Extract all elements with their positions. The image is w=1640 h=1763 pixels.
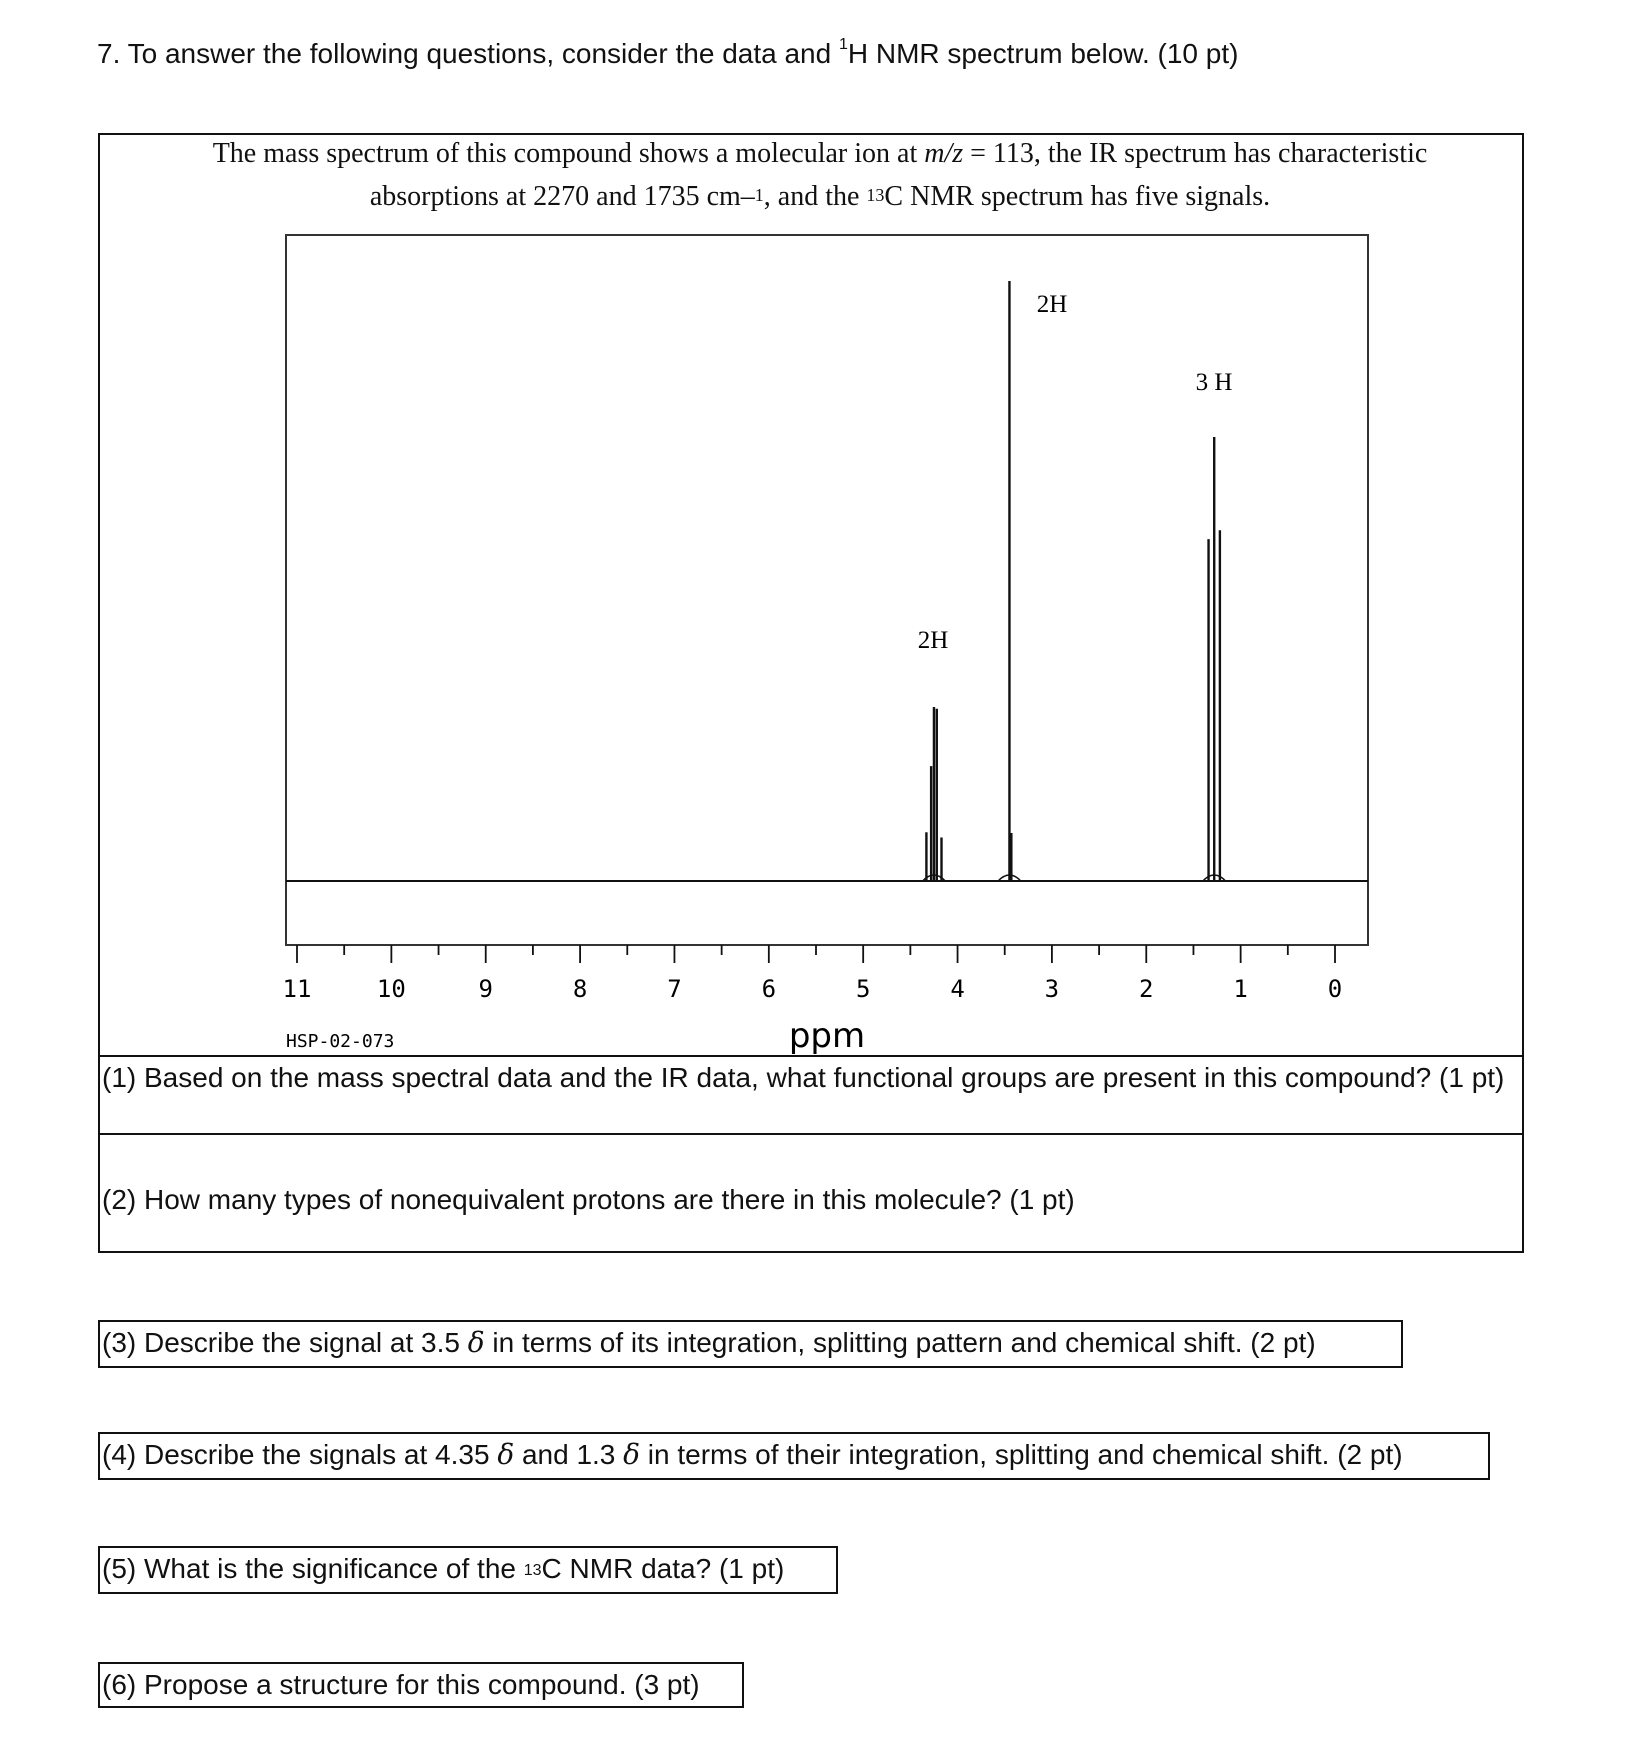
- delta-symbol: δ: [467, 1326, 485, 1359]
- question-4-text: and 1.3: [514, 1439, 624, 1470]
- x-tick-label: 6: [761, 975, 777, 1003]
- x-tick-label: 8: [572, 975, 588, 1003]
- question-4-text: in terms of their integration, splitting and chemical shift. (2 pt): [640, 1439, 1403, 1470]
- x-tick-label: 5: [855, 975, 871, 1003]
- x-tick-label: 10: [376, 975, 406, 1003]
- peak-singlet: [998, 281, 1021, 881]
- plot-frame: [286, 235, 1368, 945]
- question-6: [98, 1662, 744, 1708]
- question-3: [98, 1320, 1403, 1368]
- question-5-superscript: 13: [523, 1562, 542, 1579]
- integration-label-triplet: 3 H: [1195, 369, 1233, 396]
- title-superscript: 1: [838, 35, 848, 53]
- mz-symbol: m/z: [924, 138, 964, 169]
- x-tick-label: 1: [1233, 975, 1248, 1003]
- question-4-text: (4) Describe the signals at 4.35: [102, 1439, 498, 1470]
- x-tick-label: 0: [1327, 975, 1343, 1003]
- delta-symbol: δ: [623, 1438, 641, 1471]
- x-tick-label: 9: [478, 975, 493, 1003]
- intro-text: = 113, the IR spectrum has characteristic: [963, 138, 1428, 169]
- x-tick-label: 7: [667, 975, 682, 1003]
- question-3-text: in terms of its integration, splitting pattern and chemical shift. (2 pt): [484, 1327, 1316, 1358]
- title-text-b: H NMR spectrum below. (10 pt): [847, 38, 1239, 69]
- x-axis-label: ppm: [788, 1016, 866, 1056]
- x-tick-label: 4: [950, 975, 965, 1003]
- delta-symbol: δ: [497, 1438, 515, 1471]
- x-tick-label: 2: [1139, 975, 1154, 1003]
- peak-triplet: [1203, 437, 1226, 881]
- intro-text: C NMR spectrum has five signals.: [884, 181, 1271, 212]
- x-tick-label: 11: [282, 975, 312, 1003]
- question-6-text: (6) Propose a structure for this compound. (3 pt): [102, 1669, 700, 1700]
- question-5-text: C NMR data? (1 pt): [541, 1553, 785, 1584]
- spectrum-code: HSP-02-073: [286, 1031, 395, 1052]
- peak-quartet: [923, 707, 946, 881]
- question-3-text: (3) Describe the signal at 3.5: [102, 1327, 468, 1358]
- integration-label-singlet: 2H: [1036, 291, 1068, 318]
- question-1-text: (1) Based on the mass spectral data and the IR data, what functional groups are present in this compound? (1 pt): [102, 1062, 1505, 1093]
- x-tick-label: 3: [1044, 975, 1060, 1003]
- question-2-text: (2) How many types of nonequivalent protons are there in this molecule? (1 pt): [102, 1184, 1075, 1215]
- question-1: [98, 1055, 1524, 1135]
- question-4: [98, 1432, 1490, 1480]
- question-2: [98, 1133, 1524, 1253]
- question-5-text: (5) What is the significance of the: [102, 1553, 524, 1584]
- intro-superscript: 1: [754, 185, 764, 205]
- intro-superscript: 13: [866, 185, 885, 205]
- peaks-group: [923, 281, 1226, 881]
- question-5: [98, 1546, 838, 1594]
- x-axis: [283, 945, 1343, 1003]
- integration-label-quartet: 2H: [917, 627, 949, 654]
- title-text-a: 7. To answer the following questions, consider the data and: [97, 38, 839, 69]
- intro-text: The mass spectrum of this compound shows a molecular ion at: [212, 138, 925, 169]
- intro-text: absorptions at 2270 and 1735 cm–: [369, 181, 755, 212]
- intro-text: , and the: [763, 181, 867, 212]
